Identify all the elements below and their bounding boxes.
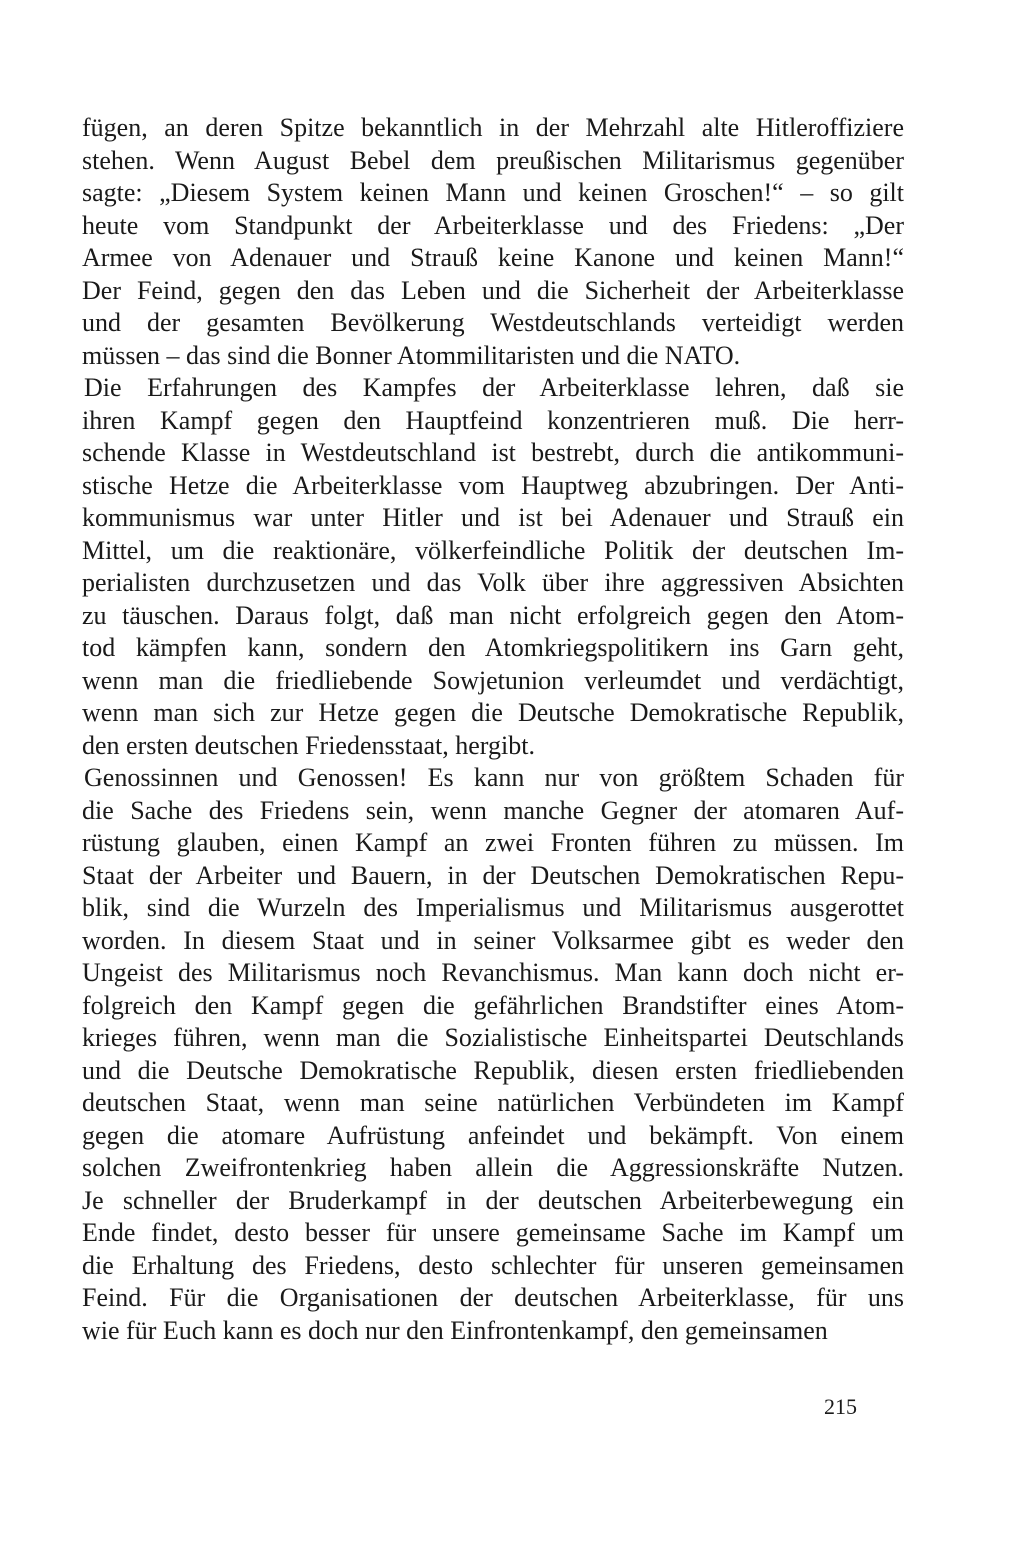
text-line: deutschen Staat, wenn man seine natürlichen Verbündeten im Kampf xyxy=(82,1088,904,1117)
text-line: und die Deutsche Demokratische Republik, diesen ersten friedliebenden xyxy=(82,1055,904,1085)
text-line: müssen – das sind die Bonner Atommilitaristen und die NATO. xyxy=(82,340,741,370)
text-line: krieges führen, wenn man die Sozialistische Einheitspartei Deutschlands xyxy=(82,1023,904,1052)
text-line: worden. In diesem Staat und in seiner Volksarmee gibt es weder den xyxy=(82,925,904,955)
text-line: stische Hetze die Arbeiterklasse vom Hauptweg abzubringen. Der Anti- xyxy=(82,470,904,500)
text-line: Die Erfahrungen des Kampfes der Arbeiterklasse lehren, daß sie xyxy=(84,373,904,402)
body-text xyxy=(82,112,904,1347)
text-line: solchen Zweifrontenkrieg haben allein die Aggressionskräfte Nutzen. xyxy=(82,1153,904,1182)
text-line: wenn man sich zur Hetze gegen die Deutsche Demokratische Republik, xyxy=(82,698,904,727)
text-line: Feind. Für die Organisationen der deutschen Arbeiterklasse, für uns xyxy=(82,1283,904,1312)
text-line: wie für Euch kann es doch nur den Einfrontenkampf, den gemeinsamen xyxy=(82,1315,828,1345)
text-line: sagte: „Diesem System keinen Mann und keinen Groschen!“ – so gilt xyxy=(82,178,904,207)
page-number: 215 xyxy=(824,1394,857,1419)
text-line: und der gesamten Bevölkerung Westdeutschlands verteidigt werden xyxy=(82,308,904,337)
text-line: blik, sind die Wurzeln des Imperialismus und Militarismus ausgerottet xyxy=(82,893,904,922)
text-line: Ende findet, desto besser für unsere gemeinsame Sache im Kampf um xyxy=(82,1218,904,1247)
text-line: tod kämpfen kann, sondern den Atomkriegspolitikern ins Garn geht, xyxy=(82,633,904,662)
text-line: die Sache des Friedens sein, wenn manche Gegner der atomaren Auf- xyxy=(82,795,904,825)
text-line: zu täuschen. Daraus folgt, daß man nicht erfolgreich gegen den Atom- xyxy=(82,600,904,630)
text-line: Der Feind, gegen den das Leben und die Sicherheit der Arbeiterklasse xyxy=(82,275,904,305)
text-line: kommunismus war unter Hitler und ist bei Adenauer und Strauß ein xyxy=(82,503,904,532)
text-line: perialisten durchzusetzen und das Volk über ihre aggressiven Absichten xyxy=(82,568,904,597)
text-line: folgreich den Kampf gegen die gefährlichen Brandstifter eines Atom- xyxy=(82,990,904,1020)
text-line: ihren Kampf gegen den Hauptfeind konzentrieren muß. Die herr- xyxy=(82,405,904,435)
text-line: Mittel, um die reaktionäre, völkerfeindliche Politik der deutschen Im- xyxy=(82,535,904,565)
text-line: schende Klasse in Westdeutschland ist bestrebt, durch die antikommuni- xyxy=(82,438,904,467)
text-line: den ersten deutschen Friedensstaat, hergibt. xyxy=(82,730,535,760)
text-line: Armee von Adenauer und Strauß keine Kanone und keinen Mann!“ xyxy=(82,243,904,272)
text-line: wenn man die friedliebende Sowjetunion verleumdet und verdächtigt, xyxy=(82,665,904,695)
text-line: gegen die atomare Aufrüstung anfeindet und bekämpft. Von einem xyxy=(82,1120,904,1150)
text-line: stehen. Wenn August Bebel dem preußischen Militarismus gegenüber xyxy=(82,145,904,175)
text-line: Je schneller der Bruderkampf in der deutschen Arbeiterbewegung ein xyxy=(82,1185,904,1215)
text-line: fügen, an deren Spitze bekanntlich in der Mehrzahl alte Hitleroffiziere xyxy=(82,113,904,142)
paragraph xyxy=(82,372,904,762)
text-line: Ungeist des Militarismus noch Revanchismus. Man kann doch nicht er- xyxy=(82,958,904,987)
paragraph xyxy=(82,112,904,372)
text-line: Genossinnen und Genossen! Es kann nur von größtem Schaden für xyxy=(84,763,904,792)
text-line: die Erhaltung des Friedens, desto schlechter für unseren gemeinsamen xyxy=(82,1250,904,1280)
text-line: rüstung glauben, einen Kampf an zwei Fronten führen zu müssen. Im xyxy=(82,828,904,857)
text-line: heute vom Standpunkt der Arbeiterklasse und des Friedens: „Der xyxy=(82,210,904,240)
text-line: Staat der Arbeiter und Bauern, in der Deutschen Demokratischen Repu- xyxy=(82,860,904,890)
paragraph xyxy=(82,762,904,1347)
